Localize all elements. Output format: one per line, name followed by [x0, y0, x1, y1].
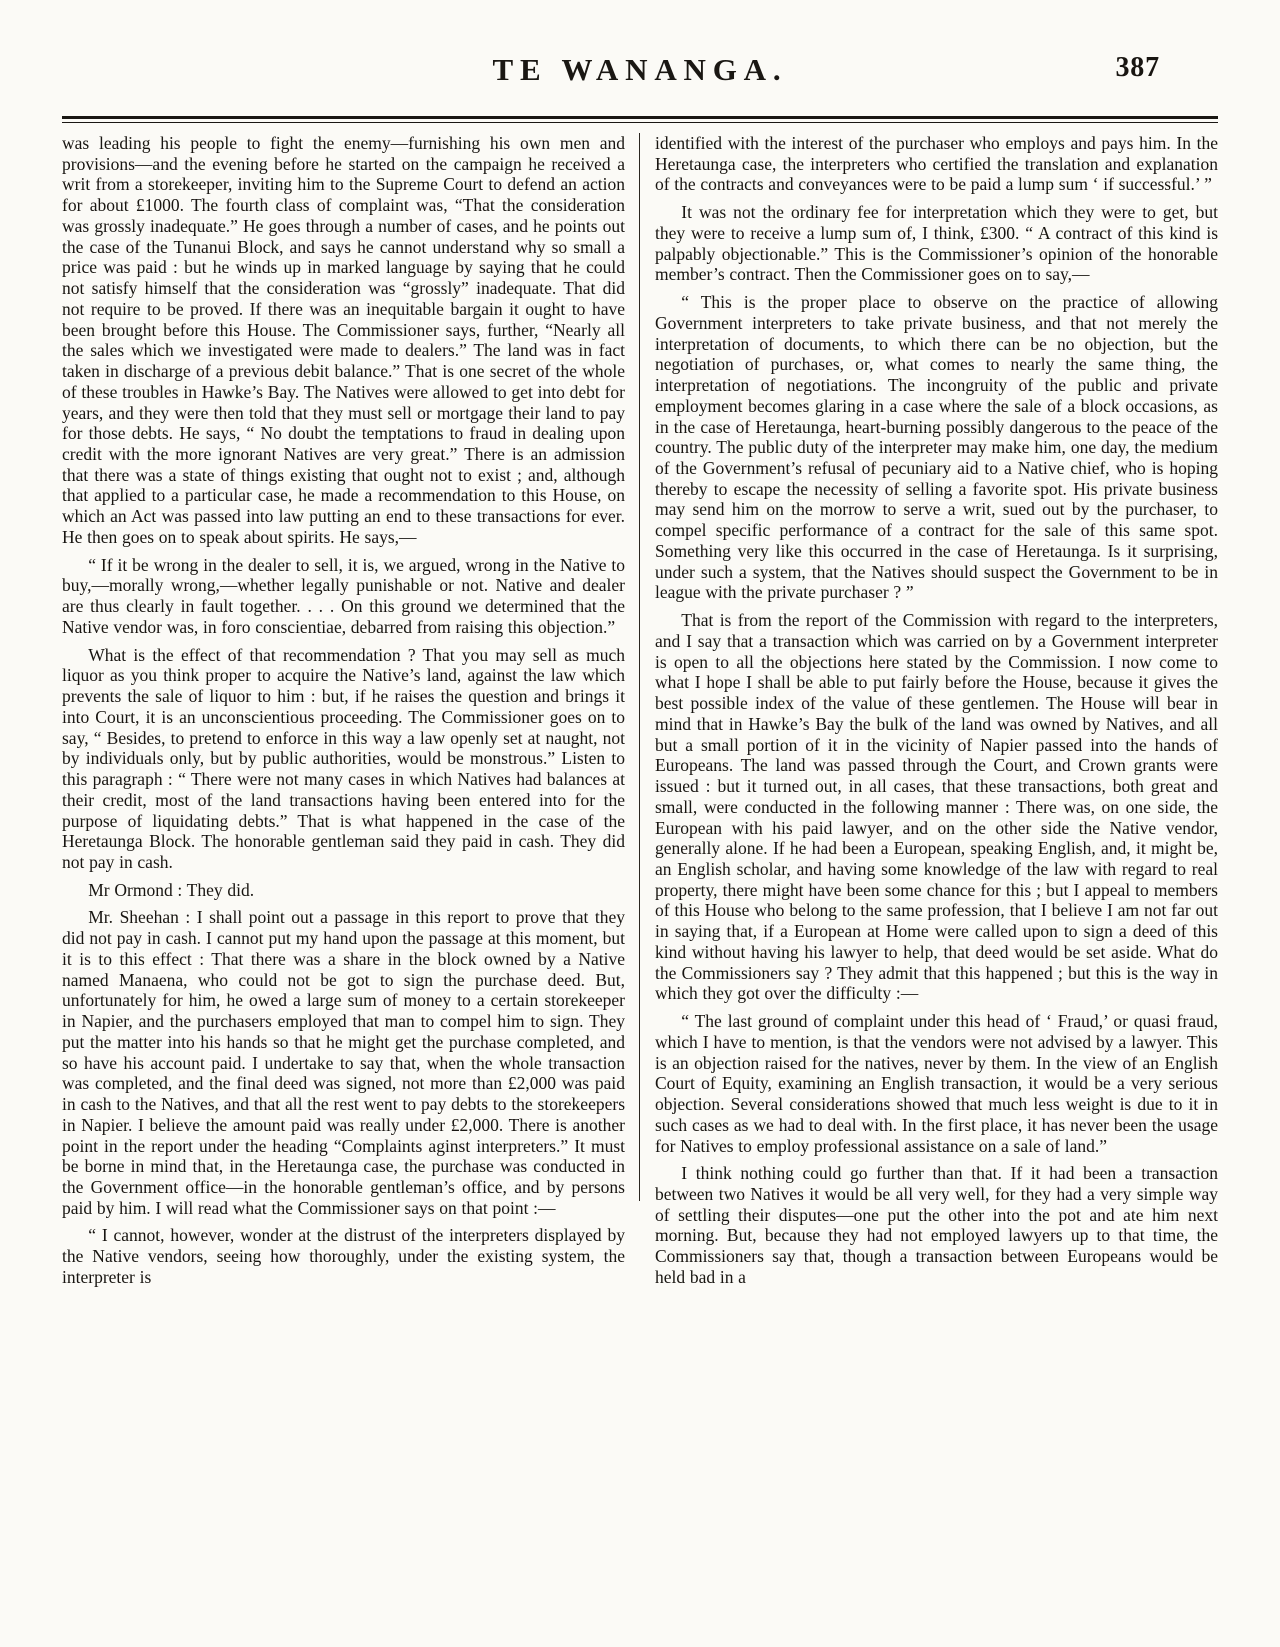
paragraph: Mr Ormond : They did.: [88, 879, 255, 900]
paragraph: “ I cannot, however, wonder at the distrust of the interpreters displayed by the Native vendors, seeing how thoroughly, under the existing system, the interpreter is: [62, 1225, 625, 1287]
header-rule: [62, 116, 1218, 123]
paragraph: “ This is the proper place to observe on the practice of allowing Government interpreters to take private business, and that not merely the interpretation of documents, to which there can be no objection, but the negotiation of purchases, or, what comes to nearly the same thing, the interpretation of negotiations. The incongruity of the public and private employment becomes glaring in a case where the sale of a block occasions, as in the case of Heretaunga, heart-burning possibly dangerous to the peace of the country. The public duty of the interpreter may make him, one day, the medium of the Government’s refusal of pecuniary aid to a Native chief, who is hoping thereby to escape the necessity of selling a favorite spot. His private business may send him on the morrow to serve a writ, sued out by the purchaser, to compel specific performance of a contract for the sale of this same spot. Something very like this occurred in the case of Heretaunga. Is it surprising, under such a system, that the Natives should suspect the Government to be in league with the private purchaser ? ”: [655, 292, 1218, 603]
paragraph: That is from the report of the Commission with regard to the interpreters, and I say that a transaction which was carried on by a Government interpreter is open to all the objections here stated by the Commission. I now come to what I hope I shall be able to put fairly before the House, because it gives the best possible index of the value of these gentlemen. The House will bear in mind that in Hawke’s Bay the bulk of the land was owned by Natives, and all but a small portion of it in the vicinity of Napier passed into the hands of Europeans. The land was passed through the Court, and Crown grants were issued : but it turned out, in all cases, that these transactions, both great and small, were conducted in the following manner : There was, on one side, the European with his paid lawyer, and on the other side the Native vendor, generally alone. If he had been a European, speaking English, and, it might be, an English scholar, and having some knowledge of the law with regard to real property, there might have been some chance for this ; but I appeal to members of this House who belong to the same profession, that I believe I am not far out in saying that, if a European at Home were called upon to sign a deed of this kind without having his lawyer to help, that deed would be set aside. What do the Commissioners say ? They admit that this happened ; but this is the way in which they got over the difficulty :—: [655, 610, 1218, 1004]
left-column: [62, 133, 639, 1291]
paragraph: “ If it be wrong in the dealer to sell, it is, we argued, wrong in the Native to buy,—morally wrong,—whether legally punishable or not. Native and dealer are thus clearly in fault together. . . . On this ground we determined that the Native vendor was, in foro conscientiae, debarred from raising this objection.”: [62, 554, 625, 637]
paragraph: “ The last ground of complaint under this head of ‘ Fraud,’ or quasi fraud, which I have to mention, is that the vendors were not advised by a lawyer. This is an objection raised for the natives, never by them. In the view of an English Court of Equity, examining an English transaction, it would be a very serious objection. Several considerations showed that much less weight is due to it in such cases as we had to deal with. In the first place, it has never been the usage for Natives to employ professional assistance on a sale of land.”: [655, 1011, 1218, 1156]
paragraph: What is the effect of that recommendation ? That you may sell as much liquor as you think proper to acquire the Native’s land, against the law which prevents the sale of liquor to him : but, if he raises the question and brings it into Court, it is an unconscientious proceeding. The Commissioner goes on to say, “ Besides, to pretend to enforce in this way a law openly set at naught, not by individuals only, but by public authorities, would be monstrous.” Listen to this paragraph : “ There were not many cases in which Natives had balances at their credit, most of the land transactions having been entered into for the purpose of liquidating debts.” That is what happened in the case of the Heretaunga Block. The honorable gentleman said they paid in cash. They did not pay in cash.: [62, 644, 625, 872]
text-columns: [0, 123, 1280, 1291]
paragraph: Mr. Sheehan : I shall point out a passage in this report to prove that they did not pay in cash. I cannot put my hand upon the passage at this moment, but it is to this effect : That there was a share in the block owned by a Native named Manaena, who could not be got to sign the purchase deed. But, unfortunately for him, he owed a large sum of money to a certain storekeeper in Napier, and the purchasers employed that man to compel him to sign. They put the matter into his hands so that he might get the purchase completed, and so have his account paid. I undertake to say that, when the whole transaction was completed, and the final deed was signed, not more than £2,000 was paid in cash to the Natives, and that all the rest went to pay debts to the storekeepers in Napier. I believe the amount paid was really under £2,000. There is another point in the report under the heading “Complaints aginst interpreters.” It must be borne in mind that, in the Heretaunga case, the purchase was conducted in the Government office—in the honorable gentleman’s office, and by persons paid by him. I will read what the Commissioner says on that point :—: [62, 907, 625, 1218]
paragraph: I think nothing could go further than that. If it had been a transaction between two Natives it would be all very well, for they had a very simple way of settling their disputes—one put the other into the pot and ate him next morning. But, because they had not employed lawyers up to that time, the Commissioners say that, though a transaction between Europeans would be held bad in a: [655, 1163, 1218, 1287]
paragraph: identified with the interest of the purchaser who employs and pays him. In the Heretaunga case, the interpreters who certified the translation and explanation of the contracts and conveyances were to be paid a lump sum ‘ if successful.’ ”: [655, 133, 1218, 195]
right-column: [640, 133, 1218, 1291]
paragraph: It was not the ordinary fee for interpretation which they were to get, but they were to receive a lump sum of, I think, £300. “ A contract of this kind is palpably objectionable.” This is the Commissioner’s opinion of the honorable member’s contract. Then the Commissioner goes on to say,—: [655, 202, 1218, 285]
page-header: [0, 0, 1280, 108]
page-number: 387: [1115, 52, 1160, 83]
masthead-title: TE WANANGA.: [492, 52, 788, 87]
paragraph: was leading his people to fight the enemy—furnishing his own men and provisions—and the evening before he started on the campaign he received a writ from a storekeeper, inviting him to the Supreme Court to defend an action for about £1000. The fourth class of complaint was, “That the consideration was grossly inadequate.” He goes through a number of cases, and he points out the case of the Tunanui Block, and says he cannot understand why so small a price was paid : but he winds up in marked language by saying that he could not satisfy himself that the consideration was “grossly” inadequate. That did not require to be proved. If there was an inequitable bargain it ought to have been brought before this House. The Commissioner says, further, “Nearly all the sales which we investigated were made to dealers.” The land was in fact taken in discharge of a previous debit balance.” That is one secret of the whole of these troubles in Hawke’s Bay. The Natives were allowed to get into debt for years, and they were then told that they must sell or mortgage their land to pay for those debts. He says, “ No doubt the temptations to fraud in dealing upon credit with the more ignorant Natives are very great.” There is an admission that there was a state of things existing that ought not to exist ; and, although that applied to a particular case, he made a recommendation to this House, on which an Act was passed into law putting an end to these transactions for ever. He then goes on to speak about spirits. He says,—: [62, 133, 625, 547]
